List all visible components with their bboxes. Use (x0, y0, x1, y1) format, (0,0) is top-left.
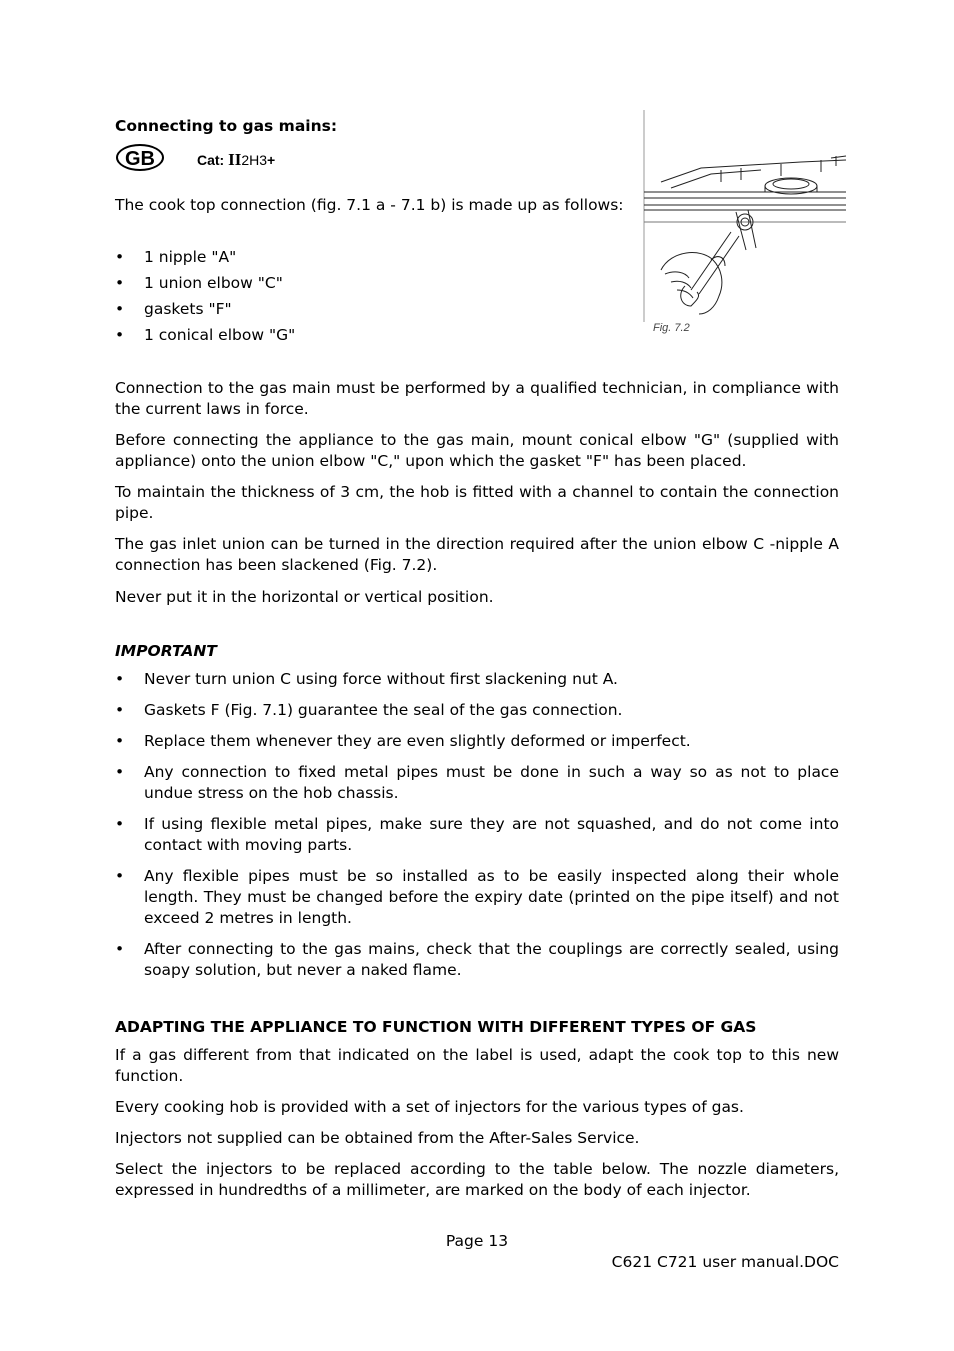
list-item: • 1 conical elbow "G" (115, 325, 615, 346)
important-list (115, 669, 839, 981)
list-item: • Any connection to fixed metal pipes must be done in such a way so as not to place undue stress on the hob chassis. (115, 762, 839, 804)
list-item: • If using flexible metal pipes, make sure they are not squashed, and do not come into contact with moving parts. (115, 814, 839, 856)
paragraph: Select the injectors to be replaced according to the table below. The nozzle diameters, expressed in hundredths of a millimeter, are marked on the body of each injector. (115, 1160, 839, 1199)
cat-prefix: Cat: (197, 152, 225, 168)
list-item: • 1 nipple "A" (115, 247, 615, 268)
paragraph: Connection to the gas main must be performed by a qualified technician, in compliance with the current laws in force. (115, 379, 839, 418)
list-item: • gaskets "F" (115, 299, 615, 320)
document-name: C621 C721 user manual.DOC (611, 1253, 839, 1271)
list-item: • After connecting to the gas mains, check that the couplings are correctly sealed, using soapy solution, but never a naked flame. (115, 939, 839, 981)
important-heading: IMPORTANT (115, 642, 217, 660)
paragraph: Every cooking hob is provided with a set of injectors for the various types of gas. (115, 1098, 744, 1116)
list-item: • Any flexible pipes must be so installed as to be easily inspected along their whole length. They must be changed before the expiry date (printed on the pipe itself) and not exceed 2 metres in length. (115, 866, 839, 929)
connection-intro: The cook top connection (fig. 7.1 a - 7.1 b) is made up as follows: (115, 196, 624, 214)
cat-roman: II (228, 150, 242, 169)
paragraph: Never put it in the horizontal or vertical position. (115, 588, 494, 606)
figure-caption: Fig. 7.2 (653, 322, 690, 334)
parts-list (115, 247, 615, 346)
paragraph: The gas inlet union can be turned in the direction required after the union elbow C -nipple A connection has been slackened (Fig. 7.2). (115, 535, 839, 574)
paragraph: Before connecting the appliance to the gas main, mount conical elbow "G" (supplied with appliance) onto the union elbow "C," upon which the gasket "F" has been placed. (115, 431, 839, 470)
page-number: Page 13 (445, 1232, 509, 1250)
cat-plus: + (267, 152, 276, 168)
cat-code: 2H3 (241, 152, 268, 168)
list-item: • 1 union elbow "C" (115, 273, 615, 294)
paragraph: If a gas different from that indicated on the label is used, adapt the cook top to this new function. (115, 1046, 839, 1085)
figure-7-2-illustration (641, 110, 849, 342)
section-title-connecting: Connecting to gas mains: (115, 117, 338, 135)
paragraph: Injectors not supplied can be obtained from the After-Sales Service. (115, 1129, 640, 1147)
section-title-adapting: ADAPTING THE APPLIANCE TO FUNCTION WITH DIFFERENT TYPES OF GAS (115, 1018, 757, 1036)
list-item: • Gaskets F (Fig. 7.1) guarantee the seal of the gas connection. (115, 700, 839, 721)
gas-category-label (197, 149, 275, 171)
gb-country-badge: GB (116, 144, 164, 171)
paragraph: To maintain the thickness of 3 cm, the hob is fitted with a channel to contain the connection pipe. (115, 483, 839, 522)
list-item: • Never turn union C using force without first slackening nut A. (115, 669, 839, 690)
list-item: • Replace them whenever they are even slightly deformed or imperfect. (115, 731, 839, 752)
